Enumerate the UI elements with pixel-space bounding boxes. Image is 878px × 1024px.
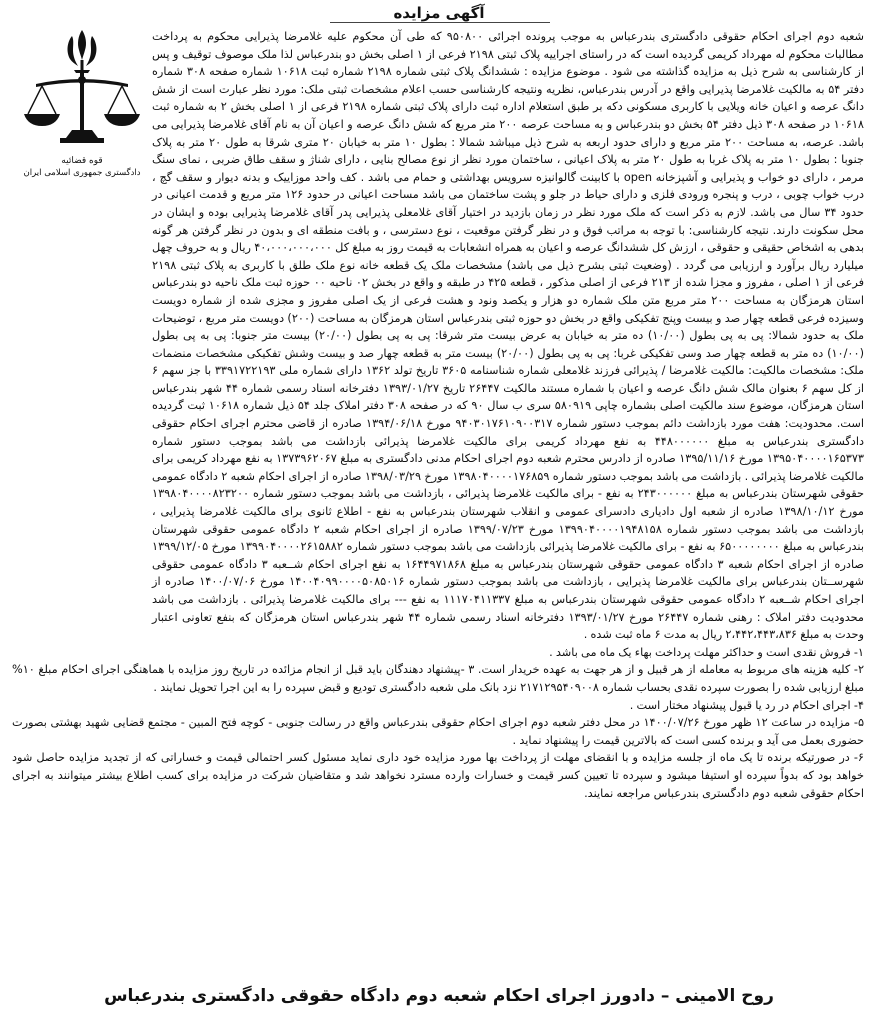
- condition-item: ۴- اجرای احکام در رد یا قبول پیشنهاد مختار است .: [629, 698, 864, 712]
- emblem-caption-justice-dept: دادگستری جمهوری اسلامی ایران: [23, 168, 141, 178]
- notice-main-paragraph: شعبه دوم اجرای احکام حقوقی دادگستری بندرعباس به موجب پرونده اجرائی ۹۵۰۸۰۰ که طی آن محکوم علیه غلامرضا پذیرایی محکوم به پرداخت مطالبات محکوم له مهرداد کریمی گردیده است که در راستای اجراییه پلاک ثبتی ۲۱۹۸ فرعی از ۱ اصلی بخش دو بندرعباس لذا ملک موصوف توقیف و پس از کارشناسی به شرح ذیل به مزایده گذاشته می شود . موضوع مزایده : ششدانگ پلاک ثبتی شماره ۲۱۹۸ شماره ثبت ۱۰۶۱۸ شماره صفحه ۳۰۸ شماره دفتر ۵۴ به مالکیت غلامرضا پذیرایی واقع در آدرس بندرعباس، نظریه ونتیجه کارشناسی حسب اعلام مشخصات ثبتی ملک: مورد نظر عبارت است از شش دانگ عرصه و اعیان خانه ویلایی با کاربری مسکونی دکه بر طبق استعلام اداره ثبت دارای پلاک ثبتی شماره ۲۱۹۸ فرعی از ۱ اصلی بخش ۲ به شماره ثبت ۱۰۶۱۸ در صفحه ۳۰۸ ذیل دفتر ۵۴ بخش دو بندرعباس و به مساحت عرصه ۲۰۰ متر مربع که شش دانگ عرصه و اعیان آن به نام آقای غلامرضا پذیرایی می باشد. عرصه، به مساحت ۲۰۰ متر مربع و دارای حدود اربعه به شرح ذیل میباشد شمالا : بطول ۱۰ متر به خیابان ۲۰ متری شرقا به طول ۲۰ متر به پلاک جنوبا : بطول ۱۰ متر به پلاک غربا به طول ۲۰ متر به پلاک اعیانی ، ساختمان مورد نظر از نوع مصالح بنایی ، دارای شناژ و سقف طاق ضربی ، نمای سنگ مرمر ، دارای دو خواب و پذیرایی و آشپزخانه open با کابینت گالوانیزه سرویس بهداشتی و حمام می باشد . کف واحد موزاییک و بدنه دیوار و سقف گچ ، درب خواب چوبی ، درب و پنجره ورودی فلزی و دارای حیاط در جلو و پشت ساختمان می باشد مساحت اعیانی در حدود ۱۲۶ متر مربع و قدمت اعیانی در حدود ۳۴ سال می باشد. لازم به ذکر است که ملک مورد نظر در زمان بازدید در اختیار آقای غلامعلی پذیرایی پدر آقای غلامرضا پذیرایی بوده و ایشان در محل سکونت دارند. نتیجه کارشناسی: با توجه به مراتب فوق و در نظر گرفتن موقعیت ، نوع دسترسی ، و بافت منطقه ای و بدون در نظر گرفتن هر گونه بدهی به اشخاص حقیقی و حقوقی ، ارزش کل ششدانگ عرصه و اعیان به همراه انشعابات به قیمت روز به مبلغ کل ۴۰،۰۰۰،۰۰۰،۰۰۰ ریال و به حروف چهل میلیارد ریال برآورد و ارزیابی می گردد . (وضعیت ثبتی بشرح ذیل می باشد) مشخصات ملک یک قطعه خانه نوع ملک طلق با کاربری به پلاک ثبتی ۲۱۹۸ فرعی از ۱ اصلی ، مفروز و مجزا شده از ۲۱۳ فرعی از اصلی مذکور ، قطعه ۴۲۵ در طبقه و واقع در بخش ۰۲ ناحیه ۰۰ حوزه ثبت ملک ناحیه دو بندرعباس استان هرمزگان به مساحت ۲۰۰ متر مربع متن ملک شماره دو هزار و یکصد ونود و هشت فرعی از یک اصلی مفروز و مجزی شده از شماره دویست وسیزده فرعی قطعه چهار صد و بیست وپنج تفکیکی واقع در بخش دو حوزه ثبتی بندرعباس استان هرمزگان به مساحت (۲۰۰) دویست متر مربع ، توضیحات ملک به حدود شمالا: پی به پی بطول (۱۰/۰۰) ده متر به خیابان به عرض بیست متر شرقا: پی به پی بطول (۲۰/۰۰) بیست متر جنوبا: پی به پی بطول (۱۰/۰۰) ده متر به قطعه چهار صد وسی تفکیکی غربا: پی به پی بطول (۲۰/۰۰) بیست متر به قطعه چهار صد و بیست وشش تفکیکی مشخصات منضمات ملک: مشخصات مالکیت: مالکیت غلامرضا / پذیرائی فرزند غلامعلی شماره شناسنامه ۳۶۰۵ تاریخ تولد ۱۳۶۲ دارای شماره ملی ۳۳۹۱۷۲۲۱۹۳ با جز سهم ۶ از کل سهم ۶ بعنوان مالک شش دانگ عرصه و اعیان با شماره مستند مالکیت ۲۶۴۴۷ تاریخ ۱۳۹۳/۰۱/۲۷ دفترخانه اسناد رسمی شماره ۴۴ شهر بندرعباس استان هرمزگان، موضوع سند مالکیت اصلی بشماره چاپی ۵۸۰۹۱۹ سری ب سال ۹۰ که در صفحه ۳۰۸ دفتر املاک جلد ۵۴ ذیل شماره ۱۰۶۱۸ ثبت گردیده است. محدودیت: هفت مورد بازداشت دائم بموجب دستور شماره ۹۴۰۳۰۱۷۶۱۰۹۰۰۳۱۷ مورخ ۱۳۹۴/۰۶/۱۸ صادره از قاضی محترم اجرای احکام حقوقی دادگستری بندرعباس به مبلغ ۴۴۸۰۰۰۰۰۰ به نفع مهرداد کریمی برای مالکیت غلامرضا پذیرائی بازداشت می باشد بموجب دستور شماره ۱۳۹۵۰۴۰۰۰۰۱۶۵۳۷۳ مورخ ۱۳۹۵/۱۱/۱۶ صادره از دادرس محترم شعبه دوم اجرای احکام مدنی دادگستری به مبلغ ۱۳۷۳۹۶۲۰۶۷ به نفع مهرداد کریمی برای مالکیت غلامرضا پذیرائی . بازداشت می باشد بموجب دستور شماره ۱۳۹۸۰۴۰۰۰۰۱۷۶۸۵۹ مورخ ۱۳۹۸/۰۳/۲۹ صادره از اجرای احکام شعبه ۲ دادگاه عمومی حقوقی شهرستان بندرعباس به مبلغ ۲۴۳۰۰۰۰۰۰ به نفع - برای مالکیت غلامرضا پذیرائی ، بازداشت می باشد بموجب دستور شماره ۱۳۹۸۰۴۰۰۰۰۸۲۳۲۰۰ مورخ ۱۳۹۸/۱۰/۱۲ صادره از شعبه اول دادیاری دادسرای عمومی و انقلاب شهرستان بندرعباس به نفع - اطلاع ثانوی برای مالکیت غلامرضا پذیرایی ، بازداشت می باشد بموجب دستور شماره ۱۳۹۹۰۴۰۰۰۰۱۹۴۸۱۵۸ مورخ ۱۳۹۹/۰۷/۲۳ صادره از اجرای احکام شعبه ۲ دادگاه عمومی حقوقی شهرستان بندرعباس به مبلغ ۶۵۰۰۰۰۰۰۰۰ به نفع - برای مالکیت غلامرضا پذیرائی بازداشت می باشد بموجب دستور شماره ۱۳۹۹۰۴۰۰۰۰۲۶۱۵۸۸۲ مورخ ۱۳۹۹/۱۲/۰۵ صادره از اجرای احکام شعبه ۳ دادگاه عمومی حقوقی شهرستان بندرعباس به مبلغ ۱۶۴۴۹۷۱۸۶۸ به نفع اجرای احکام شــعبه ۳ دادگاه عمومی حقوقی شهرســتان بندرعباس برای مالکیت غلامرضا پذیرایی ، بازداشت می باشد بموجب دستور شماره ۱۴۰۰۴۰۹۹۰۰۰۰۵۰۸۵۰۱۶ مورخ ۱۴۰۰/۰۷/۰۶ صادره از اجرای احکام شــعبه ۲ دادگاه عمومی حقوقی شهرستان بندرعباس به مبلغ ۱۱۱۷۰۴۱۱۳۳۷ به نفع --- برای مالکیت غلامرضا پذیرائی . بازداشت می باشد محدودیت دفتر املاک : رهنی شماره ۲۶۴۴۷ مورخ ۱۳۹۳/۰۱/۲۷ دفترخانه اسناد رسمی شماره ۴۴ شهر بندرعباس استان هرمزگان که بنفع تعاونی اعتبار وحدت به مبلغ ۲،۴۴۲،۴۴۳،۸۳۶ ریال به مدت ۶ ماه ثبت شده .: [152, 30, 865, 642]
- signature-line: روح الامینی – دادورز اجرای احکام شعبه دوم دادگاه حقوقی دادگستری بندرعباس: [104, 986, 774, 1006]
- emblem-caption-judiciary: قوه قضائیه: [61, 156, 103, 166]
- condition-item: ۵- مزایده در ساعت ۱۲ ظهر مورخ ۱۴۰۰/۰۷/۲۶ در محل دفتر شعبه دوم اجرای احکام حقوقی بندرعباس واقع در رسالت جنوبی - کوچه فتح المبین - مجتمع قضایی شهید بهشتی بصورت حضوری بعمل می آید و برنده کسی است که بالاترین قیمت را پیشنهاد نماید .: [12, 716, 865, 747]
- condition-item: ۱- فروش نقدی است و حداکثر مهلت پرداخت بهاء یک ماه می باشد .: [549, 645, 864, 659]
- condition-item: ۶- در صورتیکه برنده تا یک ماه از جلسه مزایده و با انقضای مهلت از پرداخت بها مورد مزایده خود داری نماید مسئول کسر احتمالی قیمت و خساراتی که از تجدید مزایده حاصل شود خواهد بود که بدواً سپرده او استیفا میشود و سپرده تا تعیین کسر قیمت و خسارات وارده مسترد نخواهد شد و متقاضیان شرکت در مزایده برای کسب اطلاع بیشتر میتوانند به اجرای احکام حقوقی شعبه دوم دادگستری بندرعباس مراجعه نمایند.: [12, 751, 864, 800]
- condition-item: ۲- کلیه هزینه های مربوط به معامله از هر قبیل و از هر جهت به عهده خریدار است. ۳ -پیشنهاد دهندگان باید قبل از انجام مزائده در تاریخ روز مزایده با هماهنگی اجرای احکام مبلغ ۱۰% مبلغ ارزیابی شده را بصورت سپرده نقدی بحساب شماره ۲۱۷۱۲۹۵۴۰۹۰۰۸ نزد بانک ملی شعبه دادگستری تودیع و قبض سپرده را به این اجرا تحویل نمایند .: [12, 663, 865, 694]
- notice-body: [12, 28, 864, 802]
- title-divider: [330, 22, 550, 23]
- notice-title: آگهی مزایده: [393, 4, 485, 22]
